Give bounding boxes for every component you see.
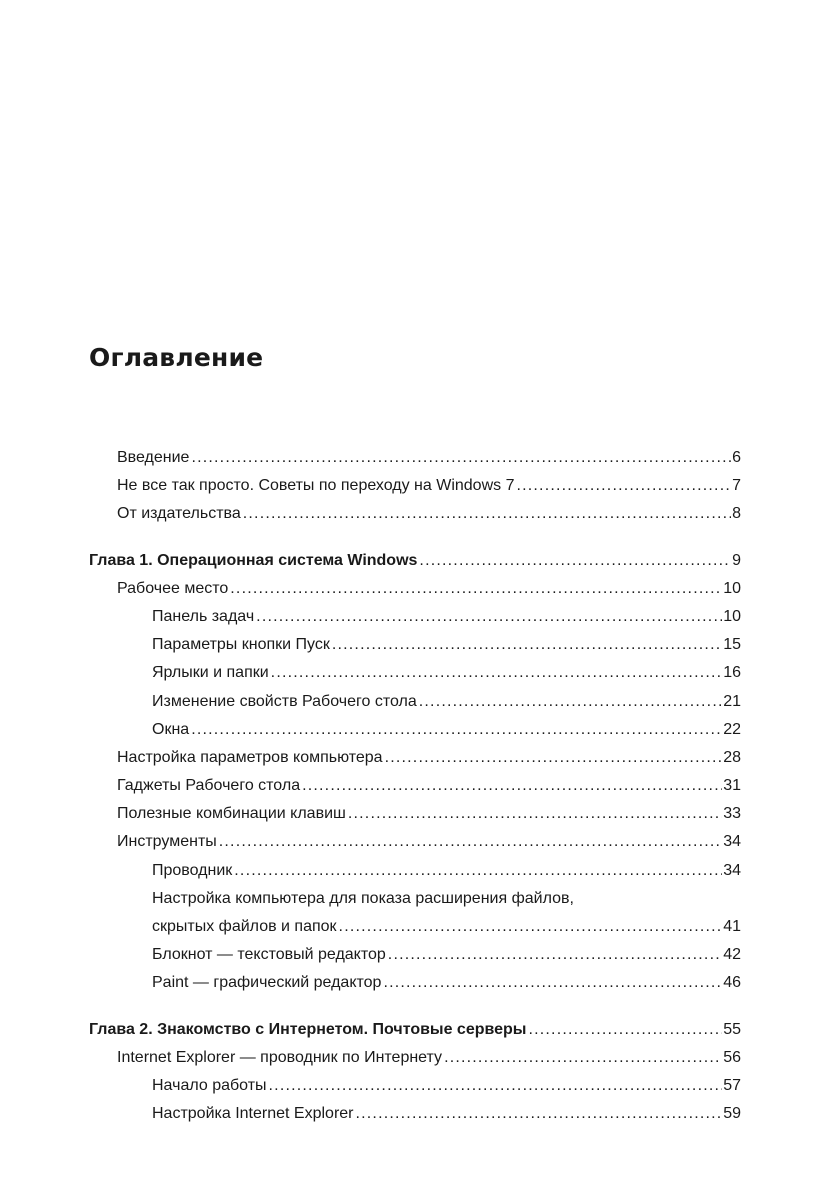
toc-entry [89,800,741,828]
dot-leader [302,772,722,800]
toc-entry-page: 56 [723,1048,741,1066]
toc-entry-page: 21 [723,692,741,710]
dot-leader [528,1016,722,1044]
dot-leader [516,472,731,500]
toc-entry-label-line1: Настройка компьютера для показа расширения файлов, [152,889,574,907]
toc-entry-label: Инструменты [117,833,217,851]
toc-entry-label: Блокнот — текстовый редактор [152,946,386,964]
dot-leader [269,1072,723,1100]
toc-entry [89,500,741,528]
toc-entry-label: Введение [117,449,190,466]
toc-subentry [89,659,741,687]
dot-leader [332,631,722,659]
toc-subentry [89,688,741,716]
toc-entry-label: скрытых файлов и папок [152,918,337,935]
dot-leader [385,744,723,772]
toc-subentry [89,631,741,659]
toc-entry-page: 59 [723,1105,741,1123]
toc-entry-page: 46 [723,974,741,992]
toc-entry-page: 16 [723,664,741,682]
toc-chapter-entry [89,547,741,575]
toc-entry-label: Internet Explorer — проводник по Интернету [117,1048,443,1066]
toc-entry-label: Начало работы [152,1076,267,1094]
toc-entry-label: Ярлыки и папки [152,664,269,682]
toc-entry-label: Рабочее место [117,579,229,597]
toc-entry-label: Панель задач [152,607,255,625]
toc-subentry [89,1072,741,1100]
toc-entry-page: 9 [732,551,741,569]
toc-entry-page: 10 [723,607,741,625]
toc-entry-page: 15 [723,636,741,654]
toc-subentry [89,857,741,885]
toc-entry-page: 28 [723,748,741,766]
dot-leader [348,800,722,828]
dot-leader [383,969,722,997]
dot-leader [388,941,722,969]
toc-entry-label: Настройка Internet Explorer [152,1105,354,1123]
table-of-contents [89,444,741,1128]
toc-entry-page: 34 [723,833,741,851]
toc-entry [89,744,741,772]
toc-subentry [89,885,741,941]
toc-entry-page: 33 [723,805,741,823]
toc-entry [89,444,741,472]
toc-entry-label: Paint — графический редактор [152,974,382,992]
toc-entry-page: 55 [723,1020,741,1038]
dot-leader [243,500,731,528]
toc-entry-label: Настройка параметров компьютера [117,748,383,766]
toc-entry-label: От издательства [117,505,241,523]
toc-entry [89,828,741,856]
dot-leader [234,857,722,885]
toc-entry-page: 22 [723,720,741,738]
toc-entry-page: 10 [723,579,741,597]
dot-leader [356,1100,723,1128]
toc-entry-label: Изменение свойств Рабочего стола [152,692,417,710]
toc-entry-label: Проводник [152,861,233,879]
dot-leader [339,913,723,941]
dot-leader [271,659,723,687]
toc-chapter-label: Глава 1. Операционная система Windows [89,551,418,569]
toc-entry-label: Окна [152,720,190,738]
dot-leader [419,688,722,716]
toc-subentry [89,969,741,997]
toc-entry [89,472,741,500]
page-title: Оглавление [89,343,264,372]
toc-entry [89,772,741,800]
dot-leader [191,444,731,472]
dot-leader [419,547,731,575]
toc-entry-page: 42 [723,946,741,964]
toc-entry-label: Полезные комбинации клавиш [117,805,346,823]
toc-entry-page: 34 [723,861,741,879]
dot-leader [230,575,722,603]
toc-subentry [89,603,741,631]
toc-entry [89,575,741,603]
toc-entry [89,1044,741,1072]
toc-entry-page: 57 [723,1076,741,1094]
toc-entry-label: Не все так просто. Советы по переходу на Windows 7 [117,477,515,495]
toc-chapter-label: Глава 2. Знакомство с Интернетом. Почтовые серверы [89,1020,527,1038]
toc-subentry [89,941,741,969]
toc-entry-page: 41 [723,918,741,935]
dot-leader [219,828,722,856]
dot-leader [191,716,722,744]
toc-entry-label: Параметры кнопки Пуск [152,636,330,654]
toc-entry-page: 7 [732,477,741,495]
dot-leader [256,603,722,631]
toc-entry-label: Гаджеты Рабочего стола [117,777,301,795]
toc-subentry [89,1100,741,1128]
toc-chapter-entry [89,1016,741,1044]
toc-entry-page: 8 [732,505,741,523]
toc-subentry [89,716,741,744]
toc-entry-page: 31 [723,777,741,795]
toc-entry-page: 6 [732,449,741,466]
dot-leader [444,1044,722,1072]
